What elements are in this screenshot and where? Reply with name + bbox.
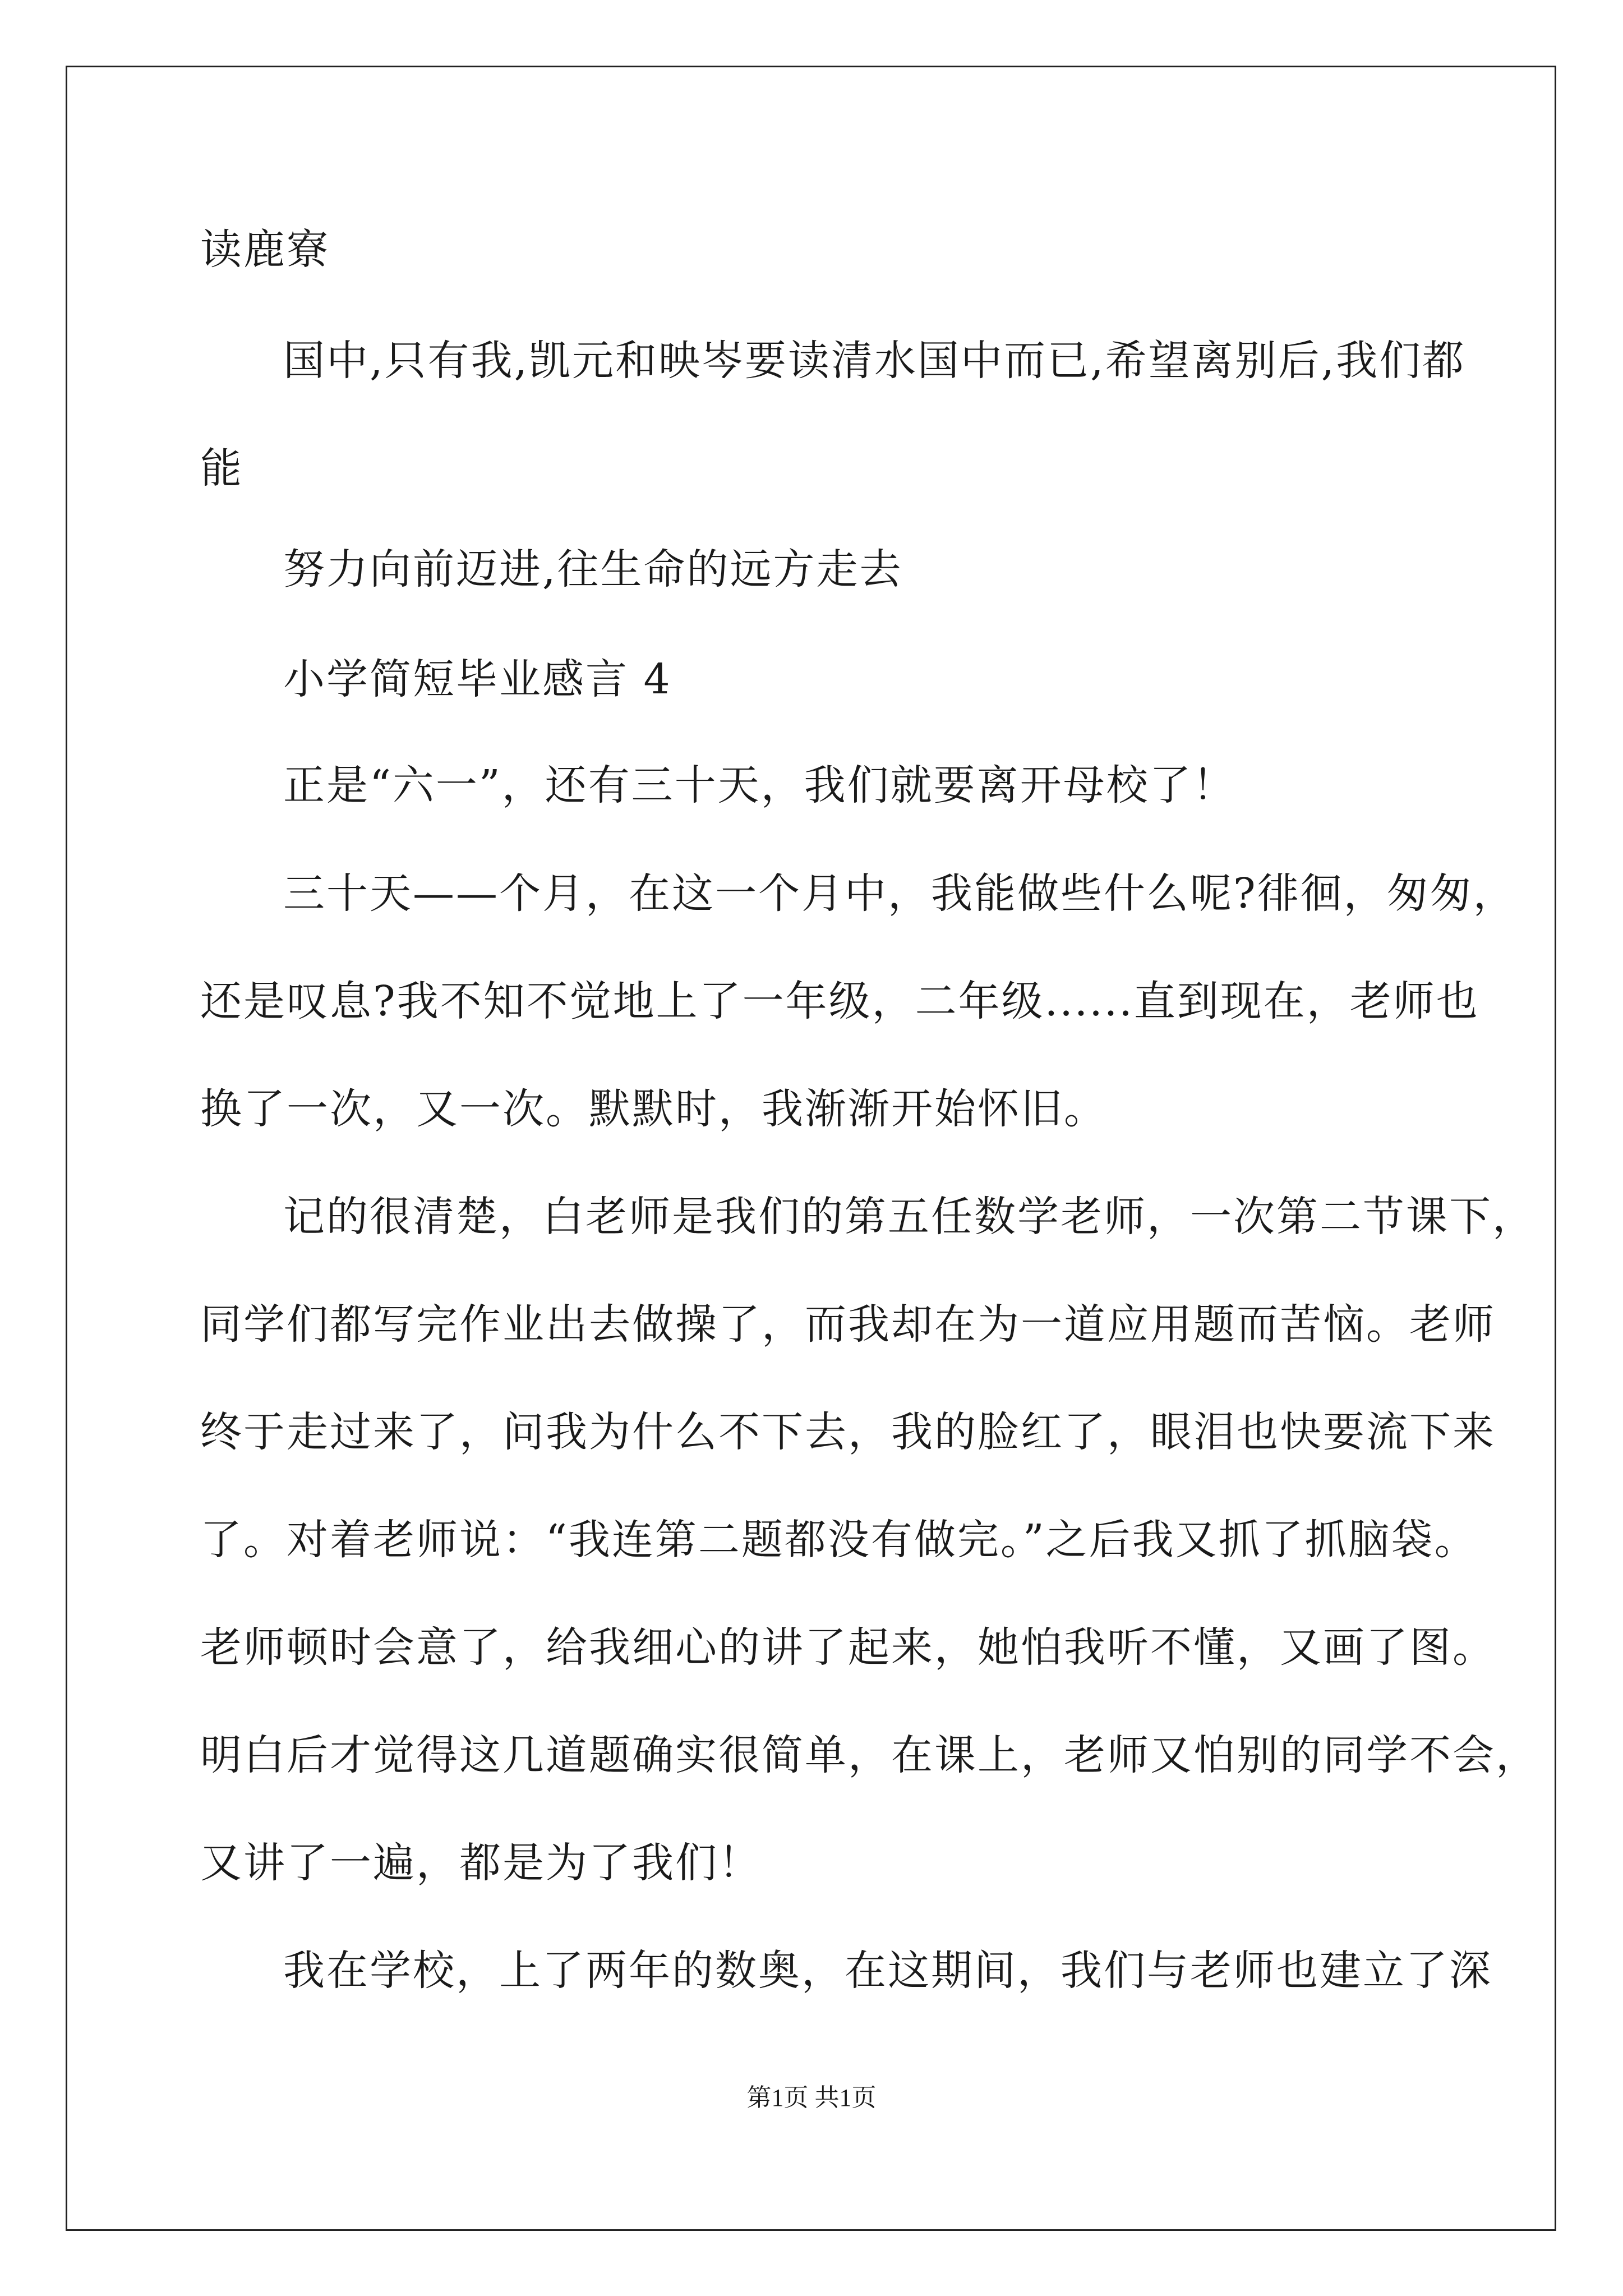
text-line: 又讲了一遍，都是为了我们！	[200, 1839, 762, 1887]
text-line: 努力向前迈进,往生命的远方走去	[283, 545, 903, 593]
text-line: 老师顿时会意了，给我细心的讲了起来，她怕我听不懂，又画了图。	[200, 1623, 1496, 1672]
text-line: 明白后才觉得这几道题确实很简单，在课上，老师又怕别的同学不会，	[200, 1731, 1539, 1779]
text-line: 记的很清楚，白老师是我们的第五任数学老师，一次第二节课下，	[283, 1193, 1536, 1241]
text-line: 终于走过来了，问我为什么不下去，我的脸红了，眼泪也快要流下来	[200, 1408, 1496, 1456]
text-line: 三十天——个月，在这一个月中，我能做些什么呢?徘徊，匆匆，	[283, 869, 1516, 918]
section-heading: 小学简短毕业感言 4	[283, 655, 672, 703]
text-line: 我在学校，上了两年的数奥，在这期间，我们与老师也建立了深	[283, 1947, 1492, 1995]
text-line: 了。对着老师说：“我连第二题都没有做完。”之后我又抓了抓脑袋。	[200, 1516, 1478, 1564]
page-border	[66, 66, 1556, 2231]
text-line: 同学们都写完作业出去做操了，而我却在为一道应用题而苦恼。老师	[200, 1300, 1496, 1349]
page-footer: 第1页 共1页	[746, 2084, 877, 2111]
text-line: 正是“六一”，还有三十天，我们就要离开母校了！	[283, 761, 1236, 809]
text-line: 能	[200, 444, 243, 493]
text-line: 换了一次，又一次。默默时，我渐渐开始怀旧。	[200, 1085, 1107, 1133]
text-line: 读鹿寮	[200, 226, 330, 274]
text-line: 国中,只有我,凯元和映岑要读清水国中而已,希望离别后,我们都	[283, 337, 1466, 385]
text-line: 还是叹息?我不知不觉地上了一年级，二年级......直到现在，老师也	[200, 977, 1479, 1025]
